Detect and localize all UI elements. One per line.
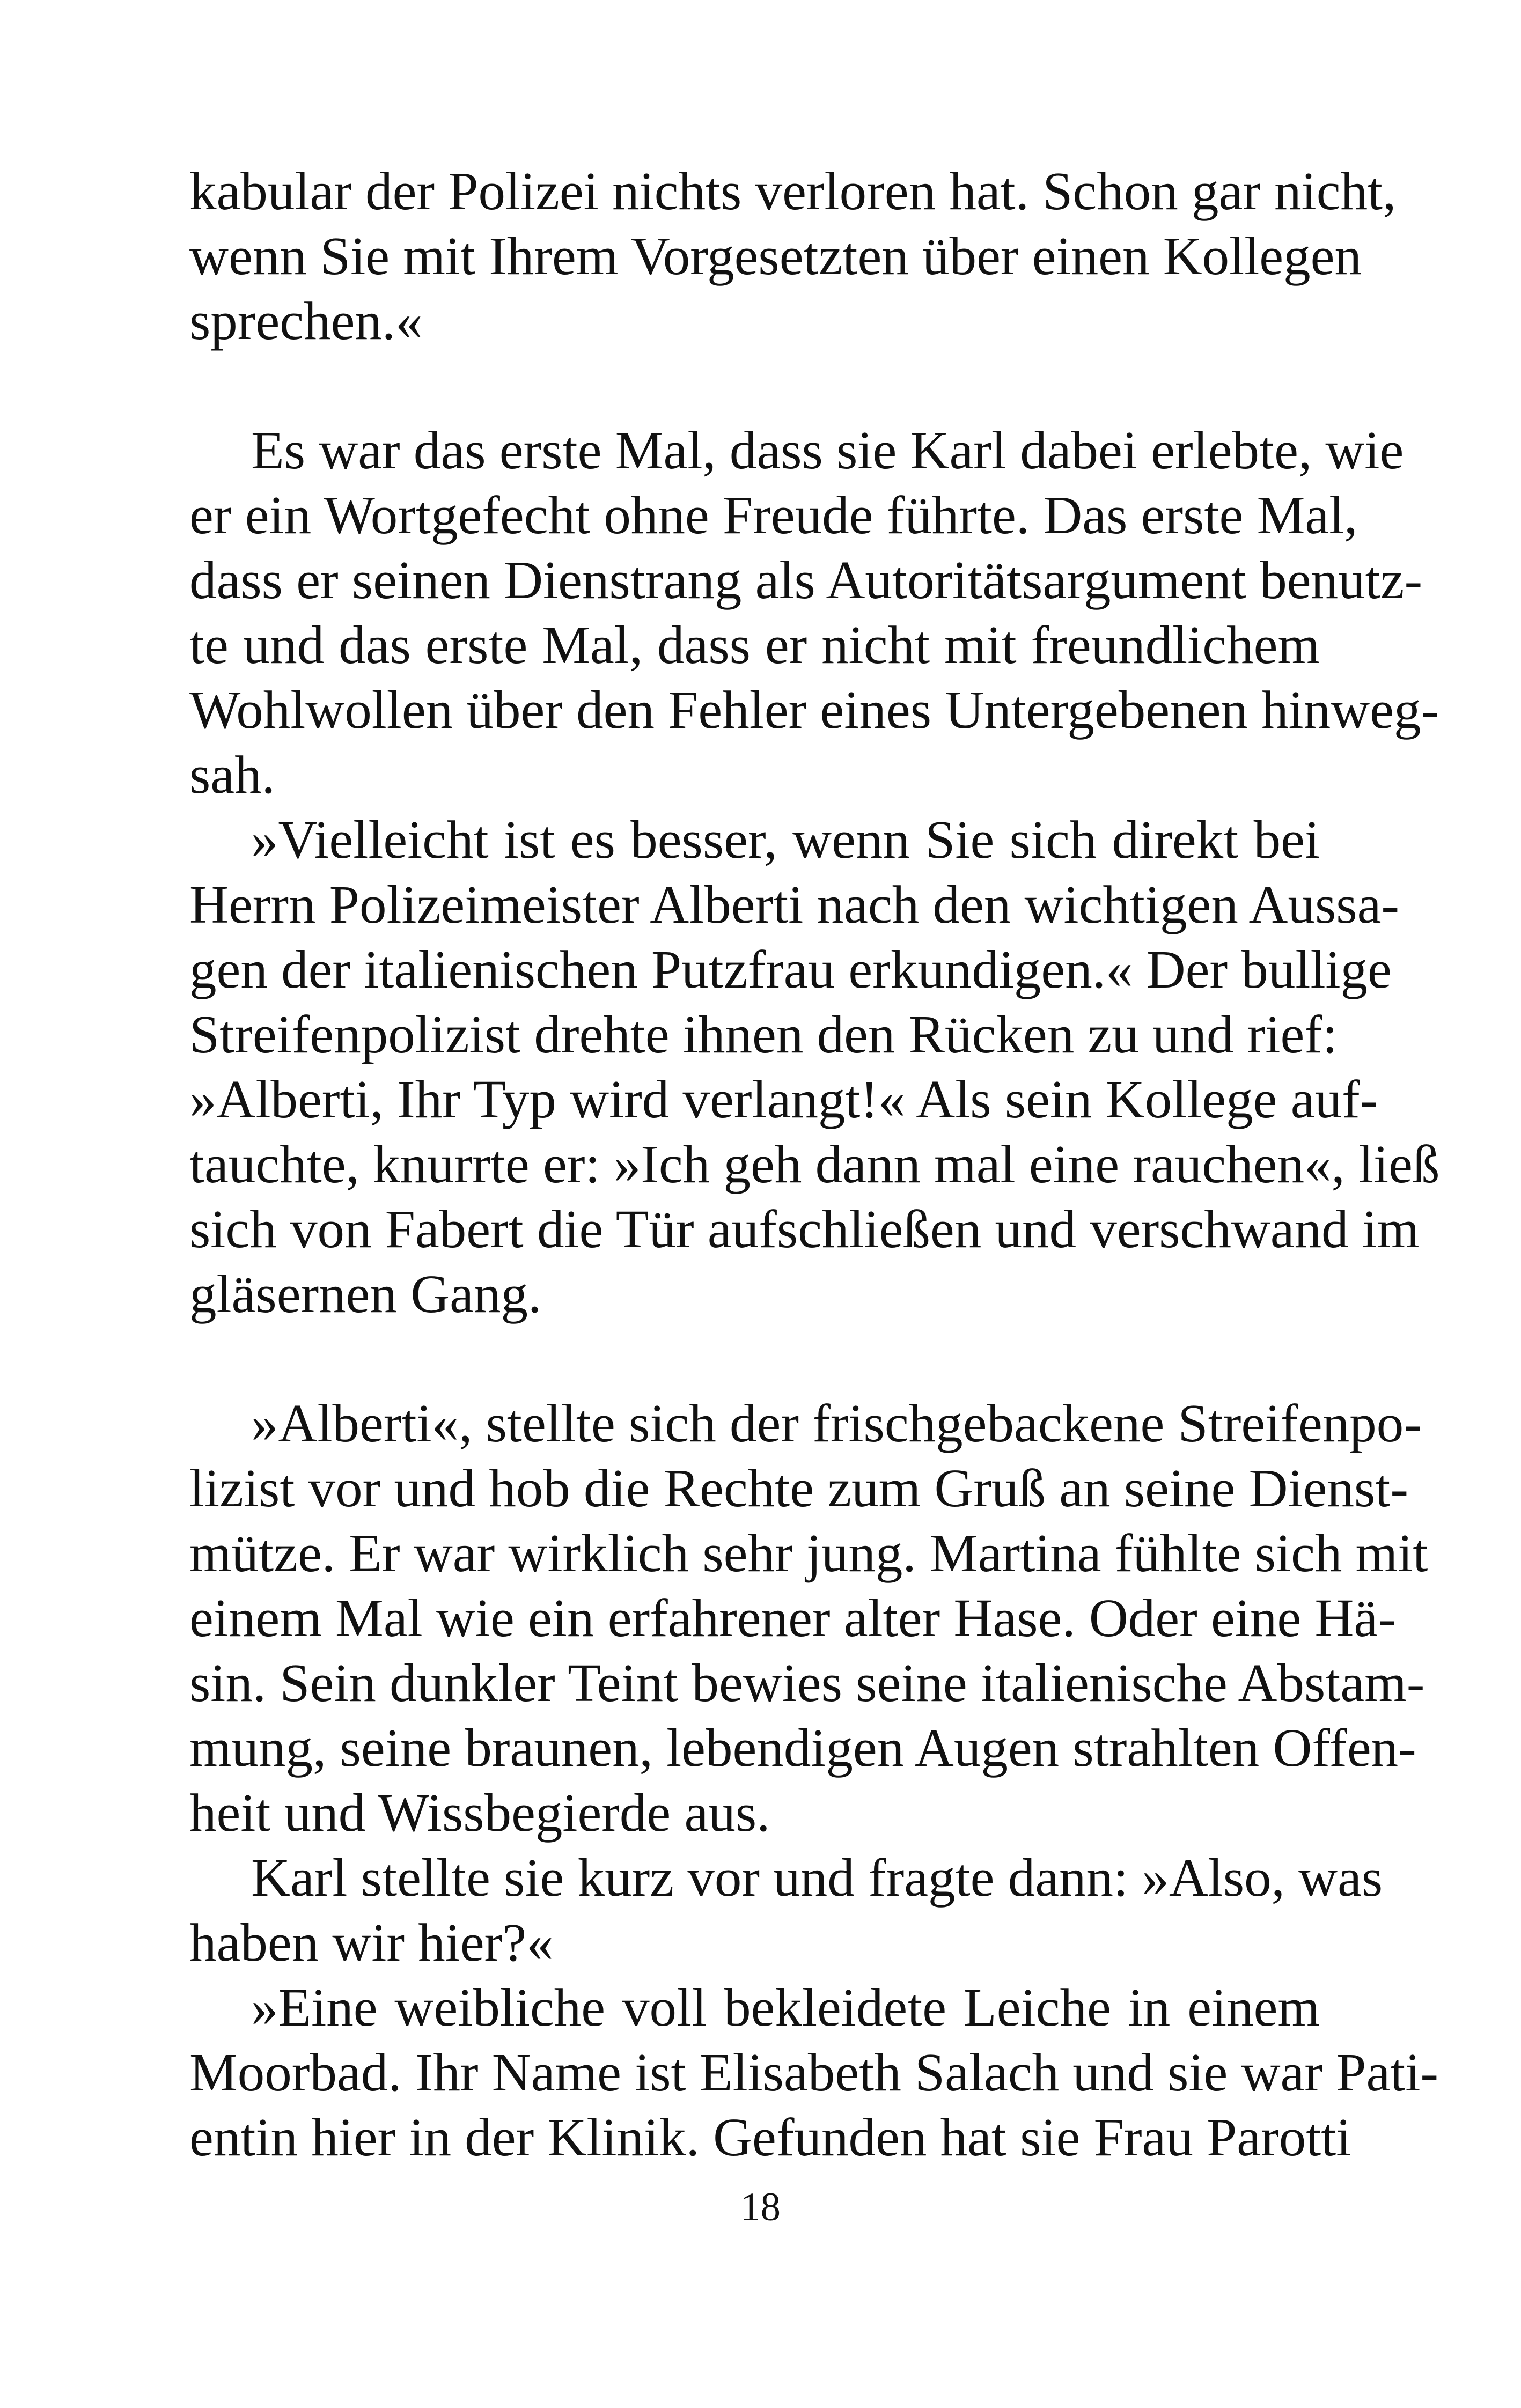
text-line: er ein Wortgefecht ohne Freude führte. Das erste Mal,: [189, 485, 1358, 545]
text-line: entin hier in der Klinik. Gefunden hat sie Frau Parotti: [189, 2107, 1351, 2167]
text-line: Karl stellte sie kurz vor und fragte dann: »Also, was: [251, 1847, 1383, 1908]
text-line: Streifenpolizist drehte ihnen den Rücken zu und rief:: [189, 1004, 1338, 1064]
text-line: Wohlwollen über den Fehler eines Untergebenen hinweg-: [189, 680, 1439, 740]
text-line: lizist vor und hob die Rechte zum Gruß an seine Dienst-: [189, 1458, 1408, 1518]
text-line: Moorbad. Ihr Name ist Elisabeth Salach und sie war Pati-: [189, 2042, 1439, 2102]
text-line: sich von Fabert die Tür aufschließen und verschwand im: [189, 1199, 1420, 1259]
text-line: wenn Sie mit Ihrem Vorgesetzten über einen Kollegen: [189, 226, 1362, 286]
text-line: mütze. Er war wirklich sehr jung. Martina fühlte sich mit: [189, 1523, 1428, 1583]
text-line: sah.: [189, 745, 275, 805]
page-number: 18: [740, 2185, 781, 2229]
text-line: gen der italienischen Putzfrau erkundigen.« Der bullige: [189, 939, 1392, 999]
text-line: sin. Sein dunkler Teint bewies seine italienische Abstam-: [189, 1653, 1425, 1713]
text-line: »Alberti, Ihr Typ wird verlangt!« Als sein Kollege auf-: [189, 1069, 1378, 1129]
text-line: »Alberti«, stellte sich der frischgebackene Streifenpo-: [251, 1393, 1422, 1453]
text-line: sprechen.«: [189, 291, 423, 351]
text-line: haben wir hier?«: [189, 1912, 554, 1972]
text-line: »Vielleicht ist es besser, wenn Sie sich direkt bei: [251, 809, 1320, 870]
text-line: dass er seinen Dienstrang als Autoritätsargument benutz-: [189, 550, 1423, 610]
text-line: gläsernen Gang.: [189, 1264, 542, 1324]
text-line: te und das erste Mal, dass er nicht mit freundlichem: [189, 615, 1320, 675]
text-line: tauchte, knurrte er: »Ich geh dann mal eine rauchen«, ließ: [189, 1134, 1440, 1194]
text-line: Es war das erste Mal, dass sie Karl dabei erlebte, wie: [251, 420, 1404, 480]
text-line: kabular der Polizei nichts verloren hat. Schon gar nicht,: [189, 161, 1397, 221]
text-line: einem Mal wie ein erfahrener alter Hase. Oder eine Hä-: [189, 1588, 1396, 1648]
text-line: heit und Wissbegierde aus.: [189, 1783, 770, 1843]
text-line: »Eine weibliche voll bekleidete Leiche in einem: [251, 1977, 1320, 2037]
text-line: mung, seine braunen, lebendigen Augen strahlten Offen-: [189, 1718, 1416, 1778]
text-line: Herrn Polizeimeister Alberti nach den wichtigen Aussa-: [189, 874, 1400, 934]
